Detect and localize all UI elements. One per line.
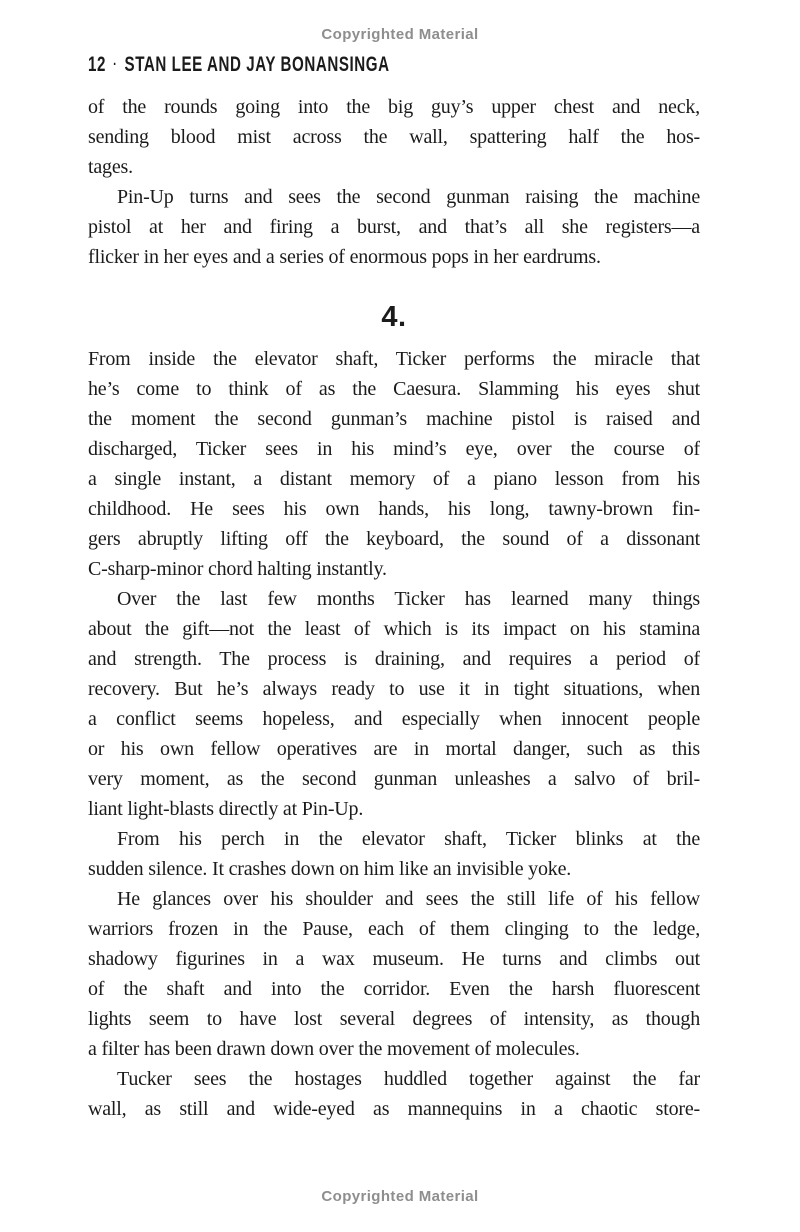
text-line: flicker in her eyes and a series of enormous pops in her eardrums. <box>88 246 601 268</box>
text-line: and strength. The process is draining, and requires a period of <box>88 648 700 670</box>
text-line: He glances over his shoulder and sees the still life of his fellow <box>117 888 700 910</box>
text-line: gers abruptly lifting off the keyboard, the sound of a dissonant <box>88 528 700 550</box>
page-number: 12 <box>88 53 106 76</box>
copyright-banner-top: Copyrighted Material <box>321 26 479 43</box>
text-line: the moment the second gunman’s machine pistol is raised and <box>88 408 700 430</box>
text-line: discharged, Ticker sees in his mind’s eye, over the course of <box>88 438 700 460</box>
text-line: Over the last few months Ticker has learned many things <box>117 588 700 610</box>
text-line: wall, as still and wide-eyed as mannequins in a chaotic store- <box>88 1098 700 1120</box>
running-header <box>88 53 390 77</box>
text-line: warriors frozen in the Pause, each of them clinging to the ledge, <box>88 918 700 940</box>
text-line: Tucker sees the hostages huddled together against the far <box>117 1068 700 1090</box>
text-line: a single instant, a distant memory of a piano lesson from his <box>88 468 700 490</box>
text-line: Pin-Up turns and sees the second gunman raising the machine <box>117 186 700 208</box>
paragraph <box>88 584 700 824</box>
paragraph <box>88 824 700 884</box>
paragraph <box>88 182 700 272</box>
paragraph <box>88 884 700 1064</box>
text-line: a conflict seems hopeless, and especially when innocent people <box>88 708 700 730</box>
text-line: he’s come to think of as the Caesura. Slamming his eyes shut <box>88 378 700 400</box>
text-line: about the gift—not the least of which is its impact on his stamina <box>88 618 700 640</box>
text-line: lights seem to have lost several degrees of intensity, as though <box>88 1008 700 1030</box>
text-line: shadowy figurines in a wax museum. He turns and climbs out <box>88 948 700 970</box>
text-line: sending blood mist across the wall, spattering half the hos- <box>88 126 700 148</box>
text-line: childhood. He sees his own hands, his long, tawny-brown fin- <box>88 498 700 520</box>
text-line: From his perch in the elevator shaft, Ticker blinks at the <box>117 828 700 850</box>
running-title: STAN LEE AND JAY BONANSINGA <box>124 53 390 76</box>
text-line: C-sharp-minor chord halting instantly. <box>88 558 387 580</box>
text-line: of the rounds going into the big guy’s upper chest and neck, <box>88 96 700 118</box>
paragraph <box>88 344 700 584</box>
text-line: sudden silence. It crashes down on him like an invisible yoke. <box>88 858 572 880</box>
chapter-heading: 4. <box>381 301 407 333</box>
body-text <box>88 92 700 1124</box>
text-line: tages. <box>88 156 133 178</box>
text-line: very moment, as the second gunman unleashes a salvo of bril- <box>88 768 700 790</box>
text-line: of the shaft and into the corridor. Even the harsh fluorescent <box>88 978 700 1000</box>
text-line: pistol at her and firing a burst, and that’s all she registers—a <box>88 216 700 238</box>
copyright-banner-bottom: Copyrighted Material <box>321 1188 479 1205</box>
text-line: or his own fellow operatives are in mortal danger, such as this <box>88 738 700 760</box>
paragraph <box>88 92 700 182</box>
text-line: a filter has been drawn down over the movement of molecules. <box>88 1038 580 1060</box>
header-separator-dot: · <box>113 56 118 73</box>
text-line: recovery. But he’s always ready to use it in tight situations, when <box>88 678 700 700</box>
paragraph <box>88 1064 700 1124</box>
text-line: liant light-blasts directly at Pin-Up. <box>88 798 364 820</box>
text-line: From inside the elevator shaft, Ticker performs the miracle that <box>88 348 700 370</box>
